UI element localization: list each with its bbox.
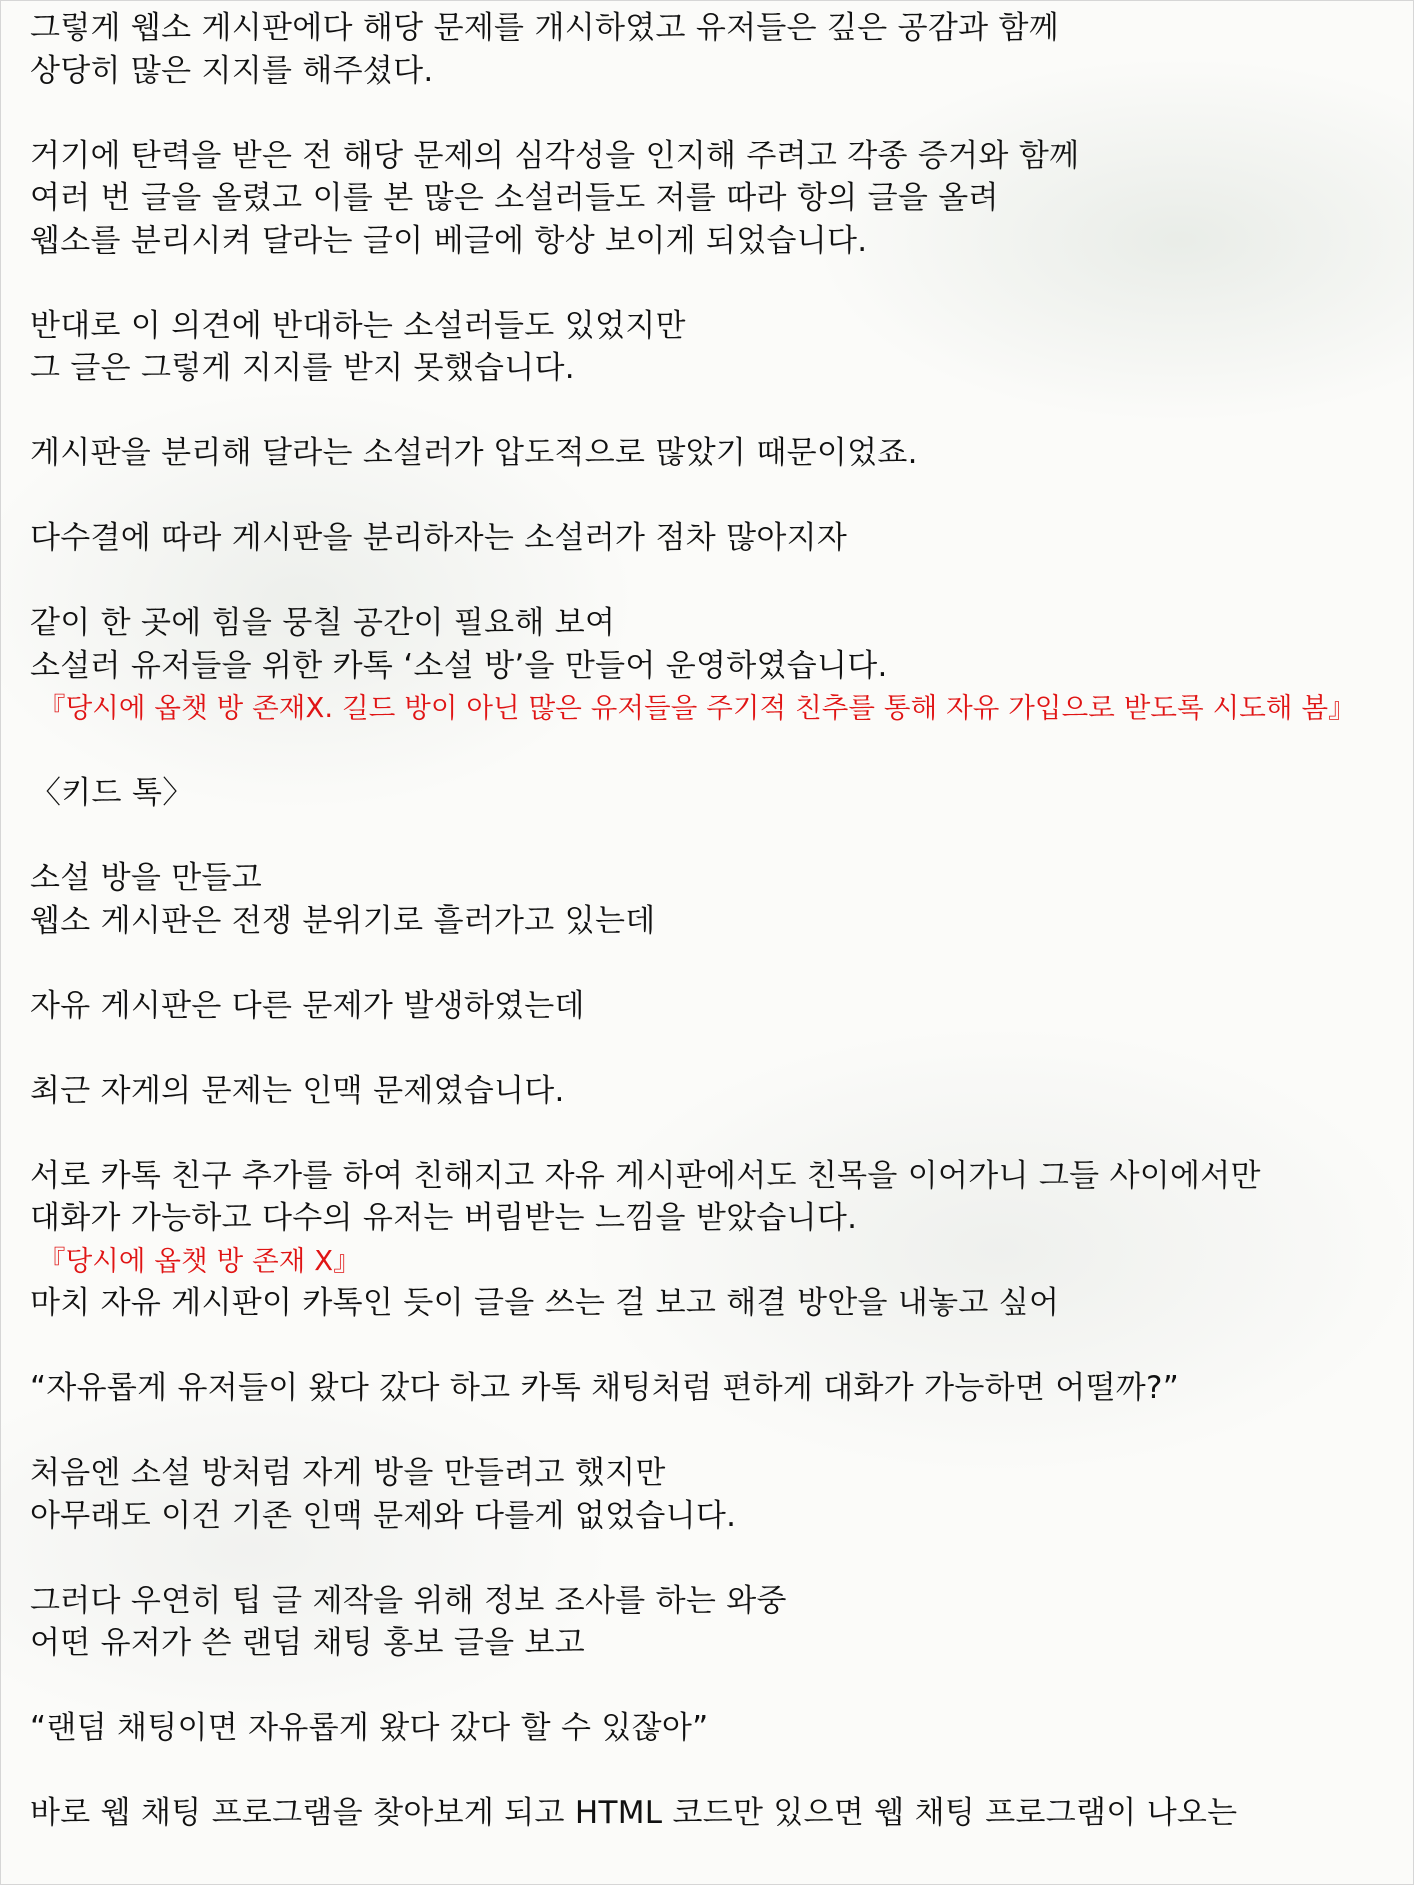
blank-line bbox=[30, 1537, 1410, 1580]
blank-line bbox=[30, 390, 1410, 433]
text-line: 그렇게 웹소 게시판에다 해당 문제를 개시하였고 유저들은 깊은 공감과 함께 bbox=[30, 10, 1060, 46]
red-note: 『당시에 옵챗 방 존재 X』 bbox=[38, 1244, 361, 1277]
blank-line bbox=[30, 1410, 1410, 1453]
text-line: 반대로 이 의견에 반대하는 소설러들도 있었지만 bbox=[30, 307, 686, 344]
blank-line bbox=[30, 815, 1410, 858]
text-line: 아무래도 이건 기존 인맥 문제와 다를게 없었습니다. bbox=[30, 1497, 737, 1534]
blank-line bbox=[30, 1665, 1410, 1708]
text-line: 웹소를 분리시켜 달라는 글이 베글에 항상 보이게 되었습니다. bbox=[30, 222, 868, 259]
text-line: 소설러 유저들을 위한 카톡 ‘소설 방’을 만들어 운영하였습니다. bbox=[30, 647, 888, 684]
blank-line bbox=[30, 1750, 1410, 1793]
text-line: 다수결에 따라 게시판을 분리하자는 소설러가 점차 많아지자 bbox=[30, 520, 848, 556]
text-line: 대화가 가능하고 다수의 유저는 버림받는 느낌을 받았습니다. bbox=[30, 1200, 858, 1236]
text-line: 그 글은 그렇게 지지를 받지 못했습니다. bbox=[30, 350, 575, 386]
blank-line bbox=[30, 942, 1410, 985]
text-line: 최근 자게의 문제는 인맥 문제였습니다. bbox=[30, 1072, 565, 1109]
text-line: 자유 게시판은 다른 문제가 발생하였는데 bbox=[30, 987, 585, 1024]
text-line: 서로 카톡 친구 추가를 하여 친해지고 자유 게시판에서도 친목을 이어가니 그들 사이에서만 bbox=[30, 1157, 1261, 1194]
text-line: 여러 번 글을 올렸고 이를 본 많은 소설러들도 저를 따라 항의 글을 올려 bbox=[30, 180, 999, 216]
blank-line bbox=[30, 560, 1410, 603]
blank-line bbox=[30, 730, 1410, 773]
text-line: 같이 한 곳에 힘을 뭉칠 공간이 필요해 보여 bbox=[30, 605, 616, 641]
blank-line bbox=[30, 475, 1410, 518]
text-line: 처음엔 소설 방처럼 자게 방을 만들려고 했지만 bbox=[30, 1455, 666, 1491]
blank-line bbox=[30, 262, 1410, 305]
quote-line: “자유롭게 유저들이 왔다 갔다 하고 카톡 채팅처럼 편하게 대화가 가능하면 어떨까?” bbox=[30, 1370, 1180, 1406]
text-line: 어떤 유저가 쓴 랜덤 채팅 홍보 글을 보고 bbox=[30, 1625, 586, 1661]
document-body bbox=[30, 7, 1410, 1835]
text-line: 상당히 많은 지지를 해주셨다. bbox=[30, 52, 434, 89]
red-note: 『당시에 옵챗 방 존재X. 길드 방이 아닌 많은 유저들을 주기적 친추를 통해 자유 가입으로 받도록 시도해 봄』 bbox=[38, 692, 1356, 724]
blank-line bbox=[30, 1325, 1410, 1368]
text-line: 바로 웹 채팅 프로그램을 찾아보게 되고 HTML 코드만 있으면 웹 채팅 프로그램이 나오는 bbox=[30, 1795, 1238, 1831]
quote-line: “랜덤 채팅이면 자유롭게 왔다 갔다 할 수 있잖아” bbox=[30, 1710, 709, 1746]
section-heading: 〈키드 톡〉 bbox=[30, 775, 194, 811]
text-line: 소설 방을 만들고 bbox=[30, 860, 263, 896]
text-line: 마치 자유 게시판이 카톡인 듯이 글을 쓰는 걸 보고 해결 방안을 내놓고 싶어 bbox=[30, 1285, 1060, 1321]
text-line: 웹소 게시판은 전쟁 분위기로 흘러가고 있는데 bbox=[30, 902, 656, 939]
blank-line bbox=[30, 92, 1410, 135]
text-line: 그러다 우연히 팁 글 제작을 위해 정보 조사를 하는 와중 bbox=[30, 1582, 787, 1619]
text-line: 거기에 탄력을 받은 전 해당 문제의 심각성을 인지해 주려고 각종 증거와 함께 bbox=[30, 137, 1080, 174]
text-line: 게시판을 분리해 달라는 소설러가 압도적으로 많았기 때문이었죠. bbox=[30, 435, 918, 471]
blank-line bbox=[30, 1027, 1410, 1070]
blank-line bbox=[30, 1112, 1410, 1155]
